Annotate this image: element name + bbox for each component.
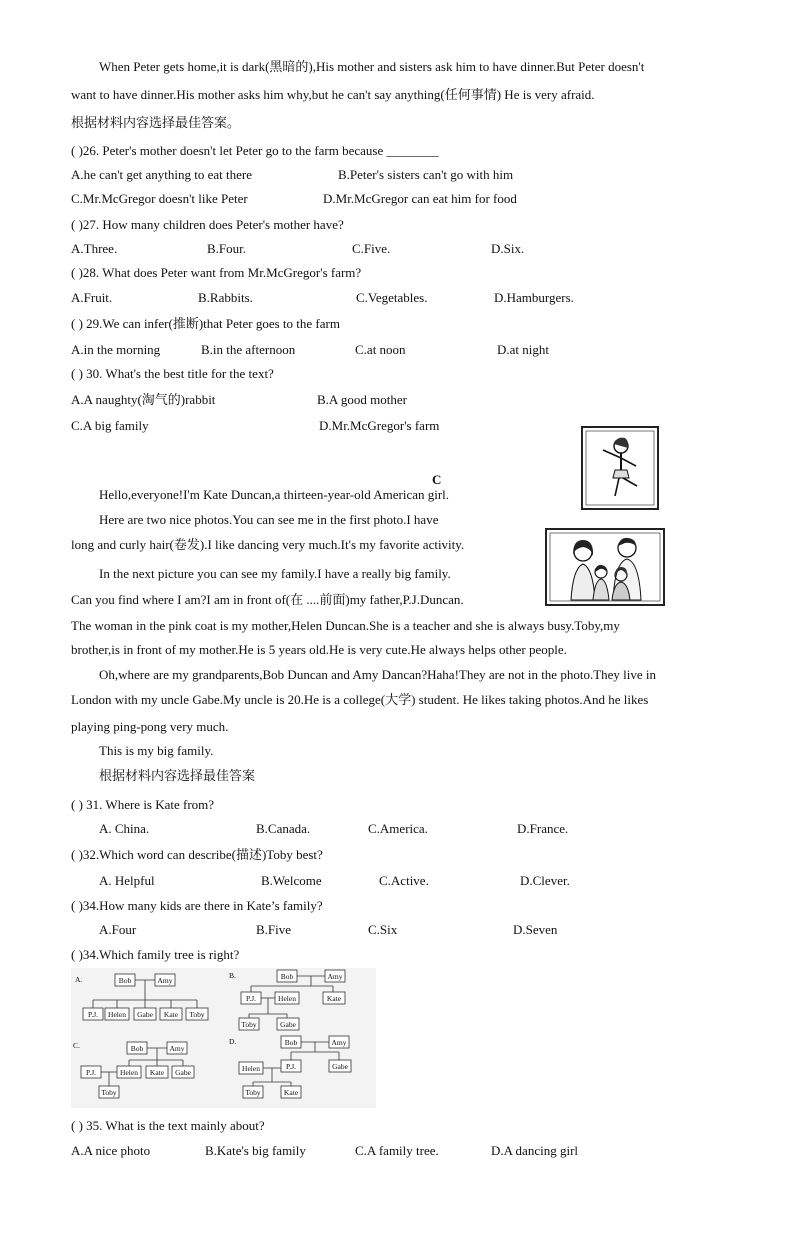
passage-c-line-2: Here are two nice photos.You can see me in the first photo.I have <box>99 512 439 527</box>
tree-a-node: Bob <box>118 976 132 985</box>
q28-option-a[interactable]: A.Fruit. <box>71 290 113 305</box>
question-34a-stem: ( )34.How many kids are there in Kate’s family? <box>71 898 323 913</box>
q26-option-c[interactable]: C.Mr.McGregor doesn't like Peter <box>71 191 248 206</box>
tree-b-node: Amy <box>327 972 343 981</box>
q35-option-d[interactable]: D.A dancing girl <box>491 1143 579 1158</box>
question-30-stem: ( ) 30. What's the best title for the text? <box>71 366 274 381</box>
tree-a-node: P.J. <box>87 1010 99 1019</box>
tree-c-label[interactable]: C. <box>73 1041 80 1050</box>
tree-d-node: P.J. <box>285 1062 297 1071</box>
tree-d-node: Gabe <box>332 1062 348 1071</box>
q34a-option-d[interactable]: D.Seven <box>513 922 558 937</box>
tree-a-node: Amy <box>157 976 173 985</box>
q29-option-a[interactable]: A.in the morning <box>71 342 161 357</box>
tree-b-node: Kate <box>326 994 342 1003</box>
question-31-stem: ( ) 31. Where is Kate from? <box>71 797 215 812</box>
tree-b-label[interactable]: B. <box>229 971 236 980</box>
q30-option-c[interactable]: C.A big family <box>71 418 149 433</box>
passage-b-line-1: When Peter gets home,it is dark(黑暗的),His mother and sisters ask him to have dinner.But Peter doesn't <box>99 59 645 74</box>
tree-c-node: Helen <box>120 1068 138 1077</box>
instruction-c: 根据材料内容选择最佳答案 <box>99 768 256 783</box>
tree-c-node: Amy <box>169 1044 185 1053</box>
tree-c-node: Kate <box>149 1068 165 1077</box>
q26-option-a[interactable]: A.he can't get anything to eat there <box>71 167 253 182</box>
q30-option-a[interactable]: A.A naughty(淘气的)rabbit <box>71 392 216 407</box>
passage-c-line-3: long and curly hair(卷发).I like dancing very much.It's my favorite activity. <box>71 537 465 552</box>
passage-c-line-9: London with my uncle Gabe.My uncle is 20.He is a college(大学) student. He likes taking photos.And he likes <box>71 692 649 707</box>
passage-c-line-11: This is my big family. <box>99 743 214 758</box>
passage-c-line-10: playing ping-pong very much. <box>71 719 229 734</box>
family-photo <box>545 528 665 606</box>
q31-option-b[interactable]: B.Canada. <box>256 821 311 836</box>
tree-d-label[interactable]: D. <box>229 1037 237 1046</box>
q34a-option-b[interactable]: B.Five <box>256 922 292 937</box>
q28-option-b[interactable]: B.Rabbits. <box>198 290 253 305</box>
q31-option-a[interactable]: A. China. <box>99 821 150 836</box>
tree-d-node: Bob <box>284 1038 298 1047</box>
q35-option-a[interactable]: A.A nice photo <box>71 1143 151 1158</box>
tree-b-node: Gabe <box>280 1020 296 1029</box>
q29-option-b[interactable]: B.in the afternoon <box>201 342 296 357</box>
tree-b-node: Helen <box>278 994 296 1003</box>
passage-b-line-2: want to have dinner.His mother asks him why,but he can't say anything(任何事情) He is very afraid. <box>71 87 595 102</box>
passage-c-line-4: In the next picture you can see my family.I have a really big family. <box>99 566 451 581</box>
tree-d-node: Helen <box>242 1064 260 1073</box>
tree-b-node: P.J. <box>245 994 257 1003</box>
q32-option-c[interactable]: C.Active. <box>379 873 429 888</box>
tree-c-node: Toby <box>101 1088 117 1097</box>
tree-a-node: Kate <box>163 1010 179 1019</box>
instruction-b: 根据材料内容选择最佳答案。 <box>71 115 241 130</box>
q32-option-d[interactable]: D.Clever. <box>520 873 570 888</box>
question-32-stem: ( )32.Which word can describe(描述)Toby best? <box>71 847 323 862</box>
tree-d-node: Amy <box>331 1038 347 1047</box>
q32-option-a[interactable]: A. Helpful <box>99 873 155 888</box>
q35-option-b[interactable]: B.Kate's big family <box>205 1143 306 1158</box>
question-28-stem: ( )28. What does Peter want from Mr.McGregor's farm? <box>71 265 362 280</box>
question-26-stem: ( )26. Peter's mother doesn't let Peter go to the farm because ________ <box>71 143 439 158</box>
question-29-stem: ( ) 29.We can infer(推断)that Peter goes to the farm <box>71 316 340 331</box>
passage-c-heading: C <box>432 472 442 487</box>
q30-option-b[interactable]: B.A good mother <box>317 392 407 407</box>
passage-c-line-8: Oh,where are my grandparents,Bob Duncan and Amy Dancan?Haha!They are not in the photo.They live in <box>99 667 657 682</box>
tree-d-node: Kate <box>283 1088 299 1097</box>
q28-option-d[interactable]: D.Hamburgers. <box>494 290 574 305</box>
q31-option-d[interactable]: D.France. <box>517 821 569 836</box>
q27-option-a[interactable]: A.Three. <box>71 241 118 256</box>
passage-c-line-7: brother,is in front of my mother.He is 5 years old.He is very cute.He always helps other people. <box>71 642 567 657</box>
question-27-stem: ( )27. How many children does Peter's mother have? <box>71 217 344 232</box>
tree-c-node: P.J. <box>85 1068 97 1077</box>
q27-option-d[interactable]: D.Six. <box>491 241 525 256</box>
tree-a-node: Helen <box>108 1010 126 1019</box>
tree-d-node: Toby <box>245 1088 261 1097</box>
tree-a-node: Gabe <box>137 1010 153 1019</box>
tree-c-node: Gabe <box>175 1068 191 1077</box>
q27-option-b[interactable]: B.Four. <box>207 241 247 256</box>
q29-option-d[interactable]: D.at night <box>497 342 549 357</box>
q27-option-c[interactable]: C.Five. <box>352 241 391 256</box>
q29-option-c[interactable]: C.at noon <box>355 342 406 357</box>
dancing-girl-photo <box>581 426 659 510</box>
passage-c-line-5: Can you find where I am?I am in front of(在 ....前面)my father,P.J.Duncan. <box>71 592 464 607</box>
q28-option-c[interactable]: C.Vegetables. <box>356 290 428 305</box>
tree-a-label[interactable]: A. <box>75 975 83 984</box>
question-34b-stem: ( )34.Which family tree is right? <box>71 947 240 962</box>
q34a-option-a[interactable]: A.Four <box>99 922 137 937</box>
q26-option-d[interactable]: D.Mr.McGregor can eat him for food <box>323 191 517 206</box>
tree-b-node: Toby <box>241 1020 257 1029</box>
question-35-stem: ( ) 35. What is the text mainly about? <box>71 1118 265 1133</box>
tree-b-node: Bob <box>280 972 294 981</box>
q34a-option-c[interactable]: C.Six <box>368 922 398 937</box>
q26-option-b[interactable]: B.Peter's sisters can't go with him <box>338 167 514 182</box>
tree-a-node: Toby <box>189 1010 205 1019</box>
passage-c-line-1: Hello,everyone!I'm Kate Duncan,a thirteen-year-old American girl. <box>99 487 450 502</box>
q30-option-d[interactable]: D.Mr.McGregor's farm <box>319 418 440 433</box>
family-tree-options-figure[interactable] <box>71 968 376 1108</box>
q31-option-c[interactable]: C.America. <box>368 821 428 836</box>
tree-c-node: Bob <box>130 1044 144 1053</box>
q35-option-c[interactable]: C.A family tree. <box>355 1143 439 1158</box>
passage-c-line-6: The woman in the pink coat is my mother,Helen Duncan.She is a teacher and she is always busy.Toby,my <box>71 618 620 633</box>
q32-option-b[interactable]: B.Welcome <box>261 873 322 888</box>
